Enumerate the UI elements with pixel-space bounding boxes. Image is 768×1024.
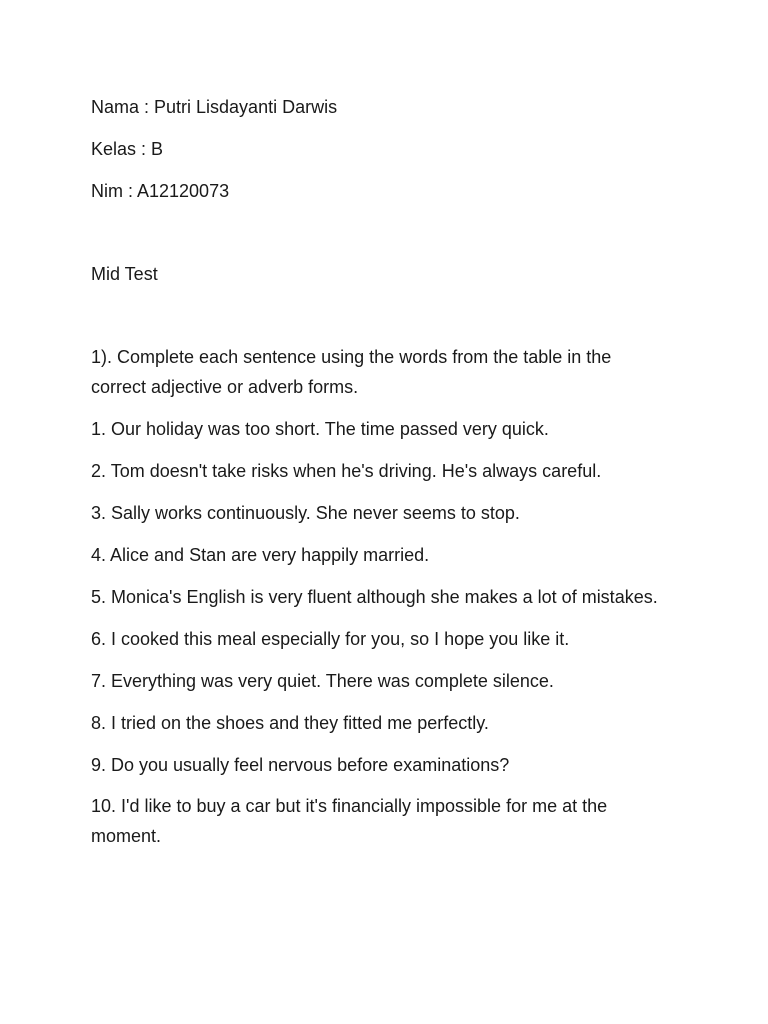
document-title: Mid Test (91, 264, 158, 284)
student-class: Kelas : B (91, 139, 164, 159)
answer-item (91, 791, 691, 851)
instruction-line: correct adjective or adverb forms. (91, 377, 359, 397)
answer-item: 8. I tried on the shoes and they fitted me perfectly. (91, 713, 489, 733)
answer-item: 1. Our holiday was too short. The time passed very quick. (91, 419, 549, 439)
answer-item: 9. Do you usually feel nervous before examinations? (91, 755, 510, 775)
answer-item: 6. I cooked this meal especially for you, so I hope you like it. (91, 629, 570, 649)
answer-line: 10. I'd like to buy a car but it's financially impossible for me at the (91, 796, 608, 816)
answer-line: moment. (91, 826, 162, 846)
student-name: Nama : Putri Lisdayanti Darwis (91, 97, 338, 117)
answer-item: 3. Sally works continuously. She never seems to stop. (91, 503, 520, 523)
instruction-line: 1). Complete each sentence using the words from the table in the (91, 347, 612, 367)
answer-item: 7. Everything was very quiet. There was complete silence. (91, 671, 554, 691)
question-instruction (91, 342, 691, 402)
answer-item: 2. Tom doesn't take risks when he's driving. He's always careful. (91, 461, 602, 481)
student-nim: Nim : A12120073 (91, 181, 230, 201)
answer-item: 4. Alice and Stan are very happily married. (91, 545, 430, 565)
answer-item: 5. Monica's English is very fluent although she makes a lot of mistakes. (91, 587, 658, 607)
